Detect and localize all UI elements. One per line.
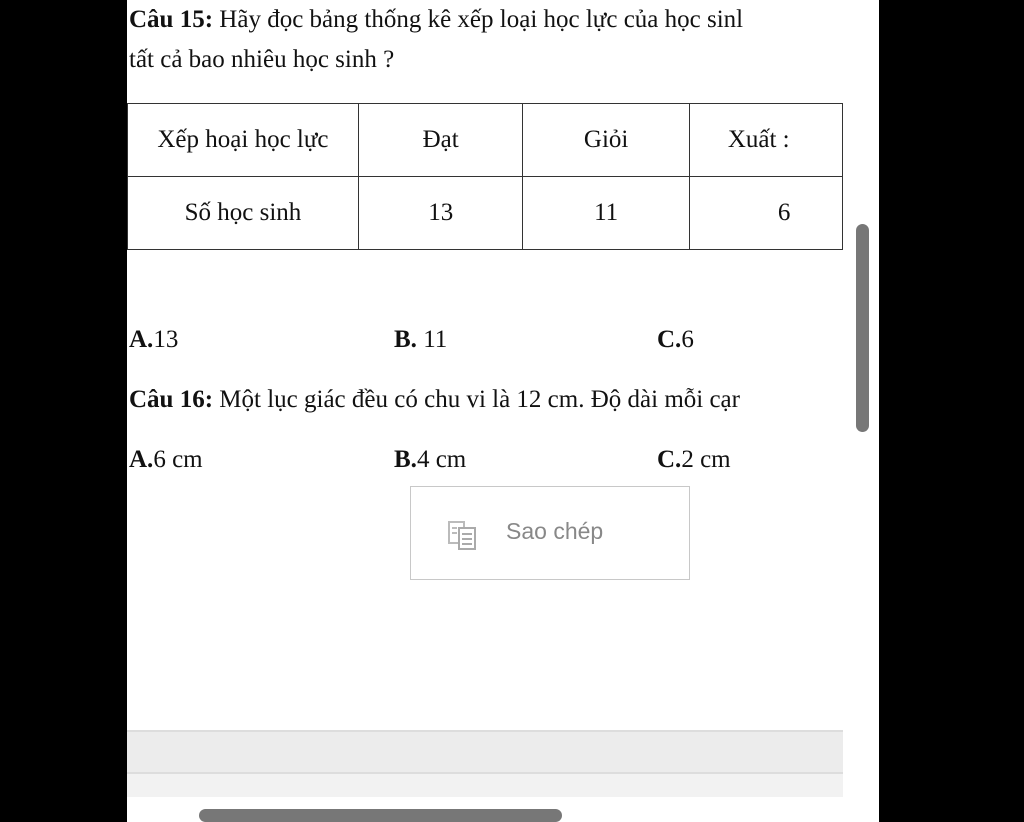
footer-band	[127, 730, 843, 772]
q16-option-b	[394, 446, 466, 474]
table-cell: Xếp hoại học lực	[128, 104, 359, 177]
option-value: 4 cm	[416, 446, 467, 473]
q16-option-c	[657, 446, 731, 474]
question-16-label: Câu 16:	[129, 386, 214, 413]
q15-option-a	[129, 326, 178, 354]
horizontal-scrollbar-thumb[interactable]	[199, 809, 562, 822]
copy-button-label: Sao chép	[506, 518, 604, 544]
copy-icon	[447, 519, 479, 551]
option-value: 13	[153, 326, 179, 353]
q15-option-b	[394, 326, 447, 354]
statistics-table	[127, 103, 843, 250]
question-15-label: Câu 15:	[129, 6, 214, 33]
table-cell: 11	[523, 177, 689, 250]
option-value: 11	[416, 326, 448, 353]
copy-button[interactable]	[410, 486, 690, 580]
option-letter: A.	[129, 326, 154, 353]
table-cell: 13	[358, 177, 523, 250]
option-letter: B.	[394, 446, 417, 473]
question-16-text: Một lục giác đều có chu vi là 12 cm. Độ dài mỗi cạr	[219, 386, 740, 413]
table-cell: Đạt	[358, 104, 523, 177]
option-letter: A.	[129, 446, 154, 473]
option-letter: C.	[657, 326, 682, 353]
table-header-row	[128, 104, 843, 177]
question-15-line-1	[129, 6, 743, 34]
option-letter: C.	[657, 446, 682, 473]
q15-option-c	[657, 326, 694, 354]
option-letter: B.	[394, 326, 417, 353]
table-row	[128, 177, 843, 250]
option-value: 2 cm	[681, 446, 731, 473]
question-16-line	[129, 386, 740, 414]
table-cell: Số học sinh	[128, 177, 359, 250]
question-15-text: Hãy đọc bảng thống kê xếp loại học lực của học sinl	[219, 6, 744, 33]
footer-band-lower	[127, 772, 843, 797]
table-cell: Xuất :	[689, 104, 842, 177]
question-15-line-2: tất cả bao nhiêu học sinh ?	[129, 46, 395, 73]
document-page	[127, 0, 843, 797]
q16-option-a	[129, 446, 203, 474]
option-value: 6	[681, 326, 694, 353]
table-cell: Giỏi	[523, 104, 689, 177]
table-cell: 6	[689, 177, 842, 250]
vertical-scrollbar-thumb[interactable]	[856, 224, 869, 432]
option-value: 6 cm	[153, 446, 203, 473]
